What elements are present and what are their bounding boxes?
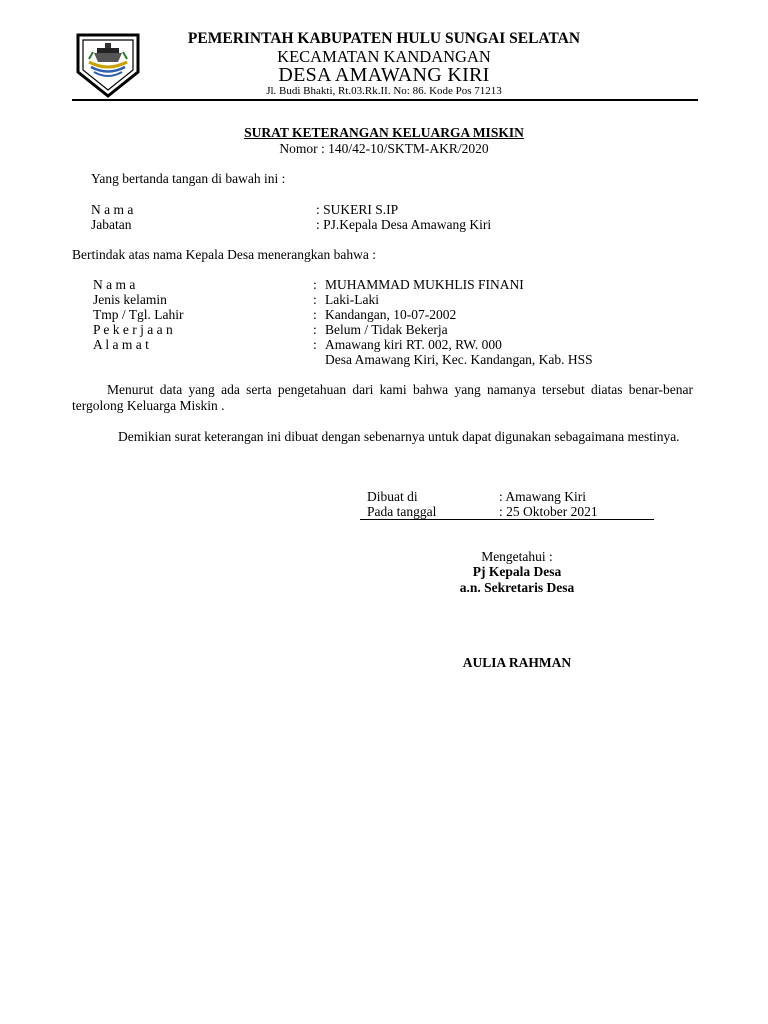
subject-address-line2: Desa Amawang Kiri, Kec. Kandangan, Kab. HSS bbox=[325, 352, 593, 367]
date-label: Pada tanggal bbox=[367, 504, 437, 519]
letterhead-divider bbox=[72, 99, 698, 101]
subject-birth-label: Tmp / Tgl. Lahir bbox=[93, 307, 184, 322]
letterhead-regency: PEMERINTAH KABUPATEN HULU SUNGAI SELATAN bbox=[187, 30, 581, 47]
date-value: : 25 Oktober 2021 bbox=[499, 504, 598, 519]
subject-birth-value: Kandangan, 10-07-2002 bbox=[325, 307, 457, 322]
subject-birth-colon: : bbox=[313, 307, 317, 322]
statement-paragraph: Menurut data yang ada serta pengetahuan dari kami bahwa yang namanya tersebut diatas benar-benar tergolong Keluarga Miskin . bbox=[72, 382, 693, 413]
letter-title: SURAT KETERANGAN KELUARGA MISKIN bbox=[244, 125, 524, 140]
closing-paragraph: Demikian surat keterangan ini dibuat dengan sebenarnya untuk dapat digunakan sebagaimana mestinya. bbox=[118, 429, 680, 444]
subject-occupation-value: Belum / Tidak Bekerja bbox=[325, 322, 448, 337]
acknowledged-label: Mengetahui : bbox=[481, 549, 553, 564]
made-at-value: : Amawang Kiri bbox=[499, 489, 586, 504]
subject-address-value: Amawang kiri RT. 002, RW. 000 bbox=[325, 337, 502, 352]
signer-name-label: N a m a bbox=[91, 202, 134, 217]
subject-name-colon: : bbox=[313, 277, 317, 292]
signer-position-label: Jabatan bbox=[91, 217, 132, 232]
letterhead-district: KECAMATAN KANDANGAN bbox=[277, 47, 491, 66]
signer-name-value: : SUKERI S.IP bbox=[316, 202, 399, 217]
subject-name-value: MUHAMMAD MUKHLIS FINANI bbox=[325, 277, 524, 292]
intro-text: Yang bertanda tangan di bawah ini : bbox=[91, 171, 286, 186]
signatory-position: Pj Kepala Desa bbox=[472, 564, 562, 579]
signer-position-value: : PJ.Kepala Desa Amawang Kiri bbox=[316, 217, 492, 232]
signatory-name: AULIA RAHMAN bbox=[462, 655, 572, 670]
subject-name-label: N a m a bbox=[93, 277, 136, 292]
subject-gender-value: Laki-Laki bbox=[325, 292, 379, 307]
subject-occupation-colon: : bbox=[313, 322, 317, 337]
letter-number: Nomor : 140/42-10/SKTM-AKR/2020 bbox=[279, 141, 489, 156]
subject-gender-colon: : bbox=[313, 292, 317, 307]
subject-gender-label: Jenis kelamin bbox=[93, 292, 167, 307]
letterhead-address: Jl. Budi Bhakti, Rt.03.Rk.II. No: 86. Kode Pos 71213 bbox=[266, 85, 502, 97]
acting-statement: Bertindak atas nama Kepala Desa menerangkan bahwa : bbox=[72, 247, 376, 262]
subject-address-label: A l a m a t bbox=[93, 337, 149, 352]
signatory-on-behalf: a.n. Sekretaris Desa bbox=[459, 580, 575, 595]
made-at-label: Dibuat di bbox=[367, 489, 418, 504]
letterhead-village: DESA AMAWANG KIRI bbox=[278, 64, 490, 86]
subject-address-colon: : bbox=[313, 337, 317, 352]
subject-occupation-label: P e k e r j a a n bbox=[93, 322, 173, 337]
date-underline bbox=[360, 519, 654, 520]
